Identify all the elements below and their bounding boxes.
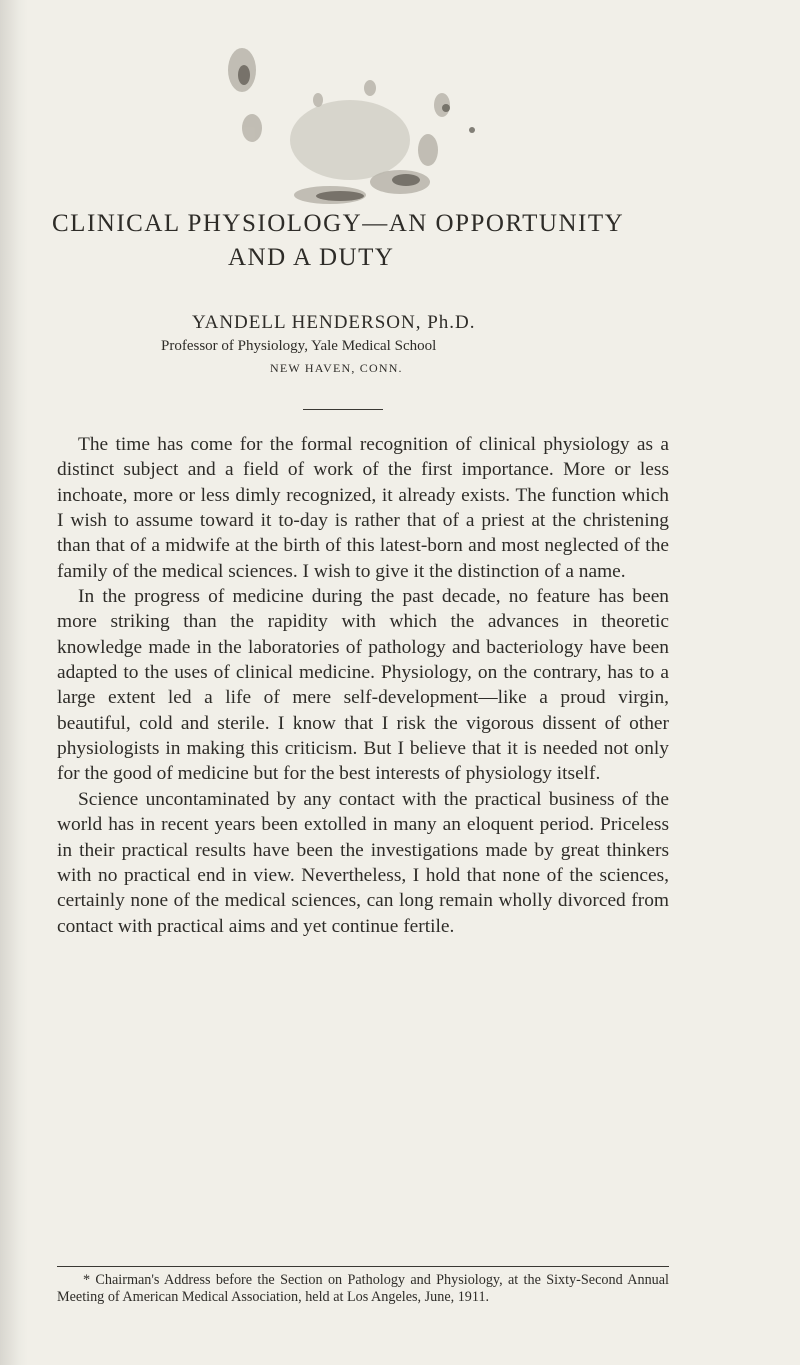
author-location: NEW HAVEN, CONN. (270, 361, 403, 375)
body-paragraph: The time has come for the formal recognition of clinical physiology as a distinct subject and a field of work of the first importance. More or less inchoate, more or less dimly recognized, it already exists. The function which I wish to assume toward it to-day is rather that of a priest at the christening than that of a midwife at the birth of this latest-born and most neglected of the family of the medical sciences. I wish to give it the distinction of a name. (57, 434, 669, 582)
title-divider (303, 409, 383, 410)
footnote-divider (57, 1266, 669, 1267)
author-name: YANDELL HENDERSON, Ph.D. (192, 312, 476, 333)
author-affiliation: Professor of Physiology, Yale Medical School (161, 338, 437, 354)
footnote (57, 1272, 669, 1305)
body-paragraph: Science uncontaminated by any contact with the practical business of the world has in recent years been extolled in many an eloquent period. Priceless in their practical results have been the investigations made by great thinkers with no practical end in view. Nevertheless, I hold that none of the sciences, certainly none of the medical sciences, can long remain wholly divorced from contact with practical aims and yet continue fertile. (57, 788, 669, 937)
body-paragraph: In the progress of medicine during the past decade, no feature has been more striking than the rapidity with which the advances in theoretic knowledge made in the laboratories of pathology and bacteriology have been adapted to the uses of clinical medicine. Physiology, on the contrary, has to a large extent led a life of mere self-development—like a proud virgin, beautiful, cold and sterile. I know that I risk the vigorous dissent of other physiologists in making this criticism. But I believe that it is needed not only for the good of medicine but for the best interests of physiology itself. (57, 586, 669, 785)
page-edge-shadow (0, 0, 28, 1365)
footnote-text: * Chairman's Address before the Section on Pathology and Physiology, at the Sixty-Second Annual Meeting of American Medical Association, held at Los Angeles, June, 1911. (57, 1272, 669, 1305)
article-body (57, 432, 669, 939)
title-line-2: AND A DUTY (228, 244, 395, 271)
ink-stain-blot (210, 0, 500, 210)
title-line-1: CLINICAL PHYSIOLOGY—AN OPPORTUNITY (52, 210, 625, 237)
